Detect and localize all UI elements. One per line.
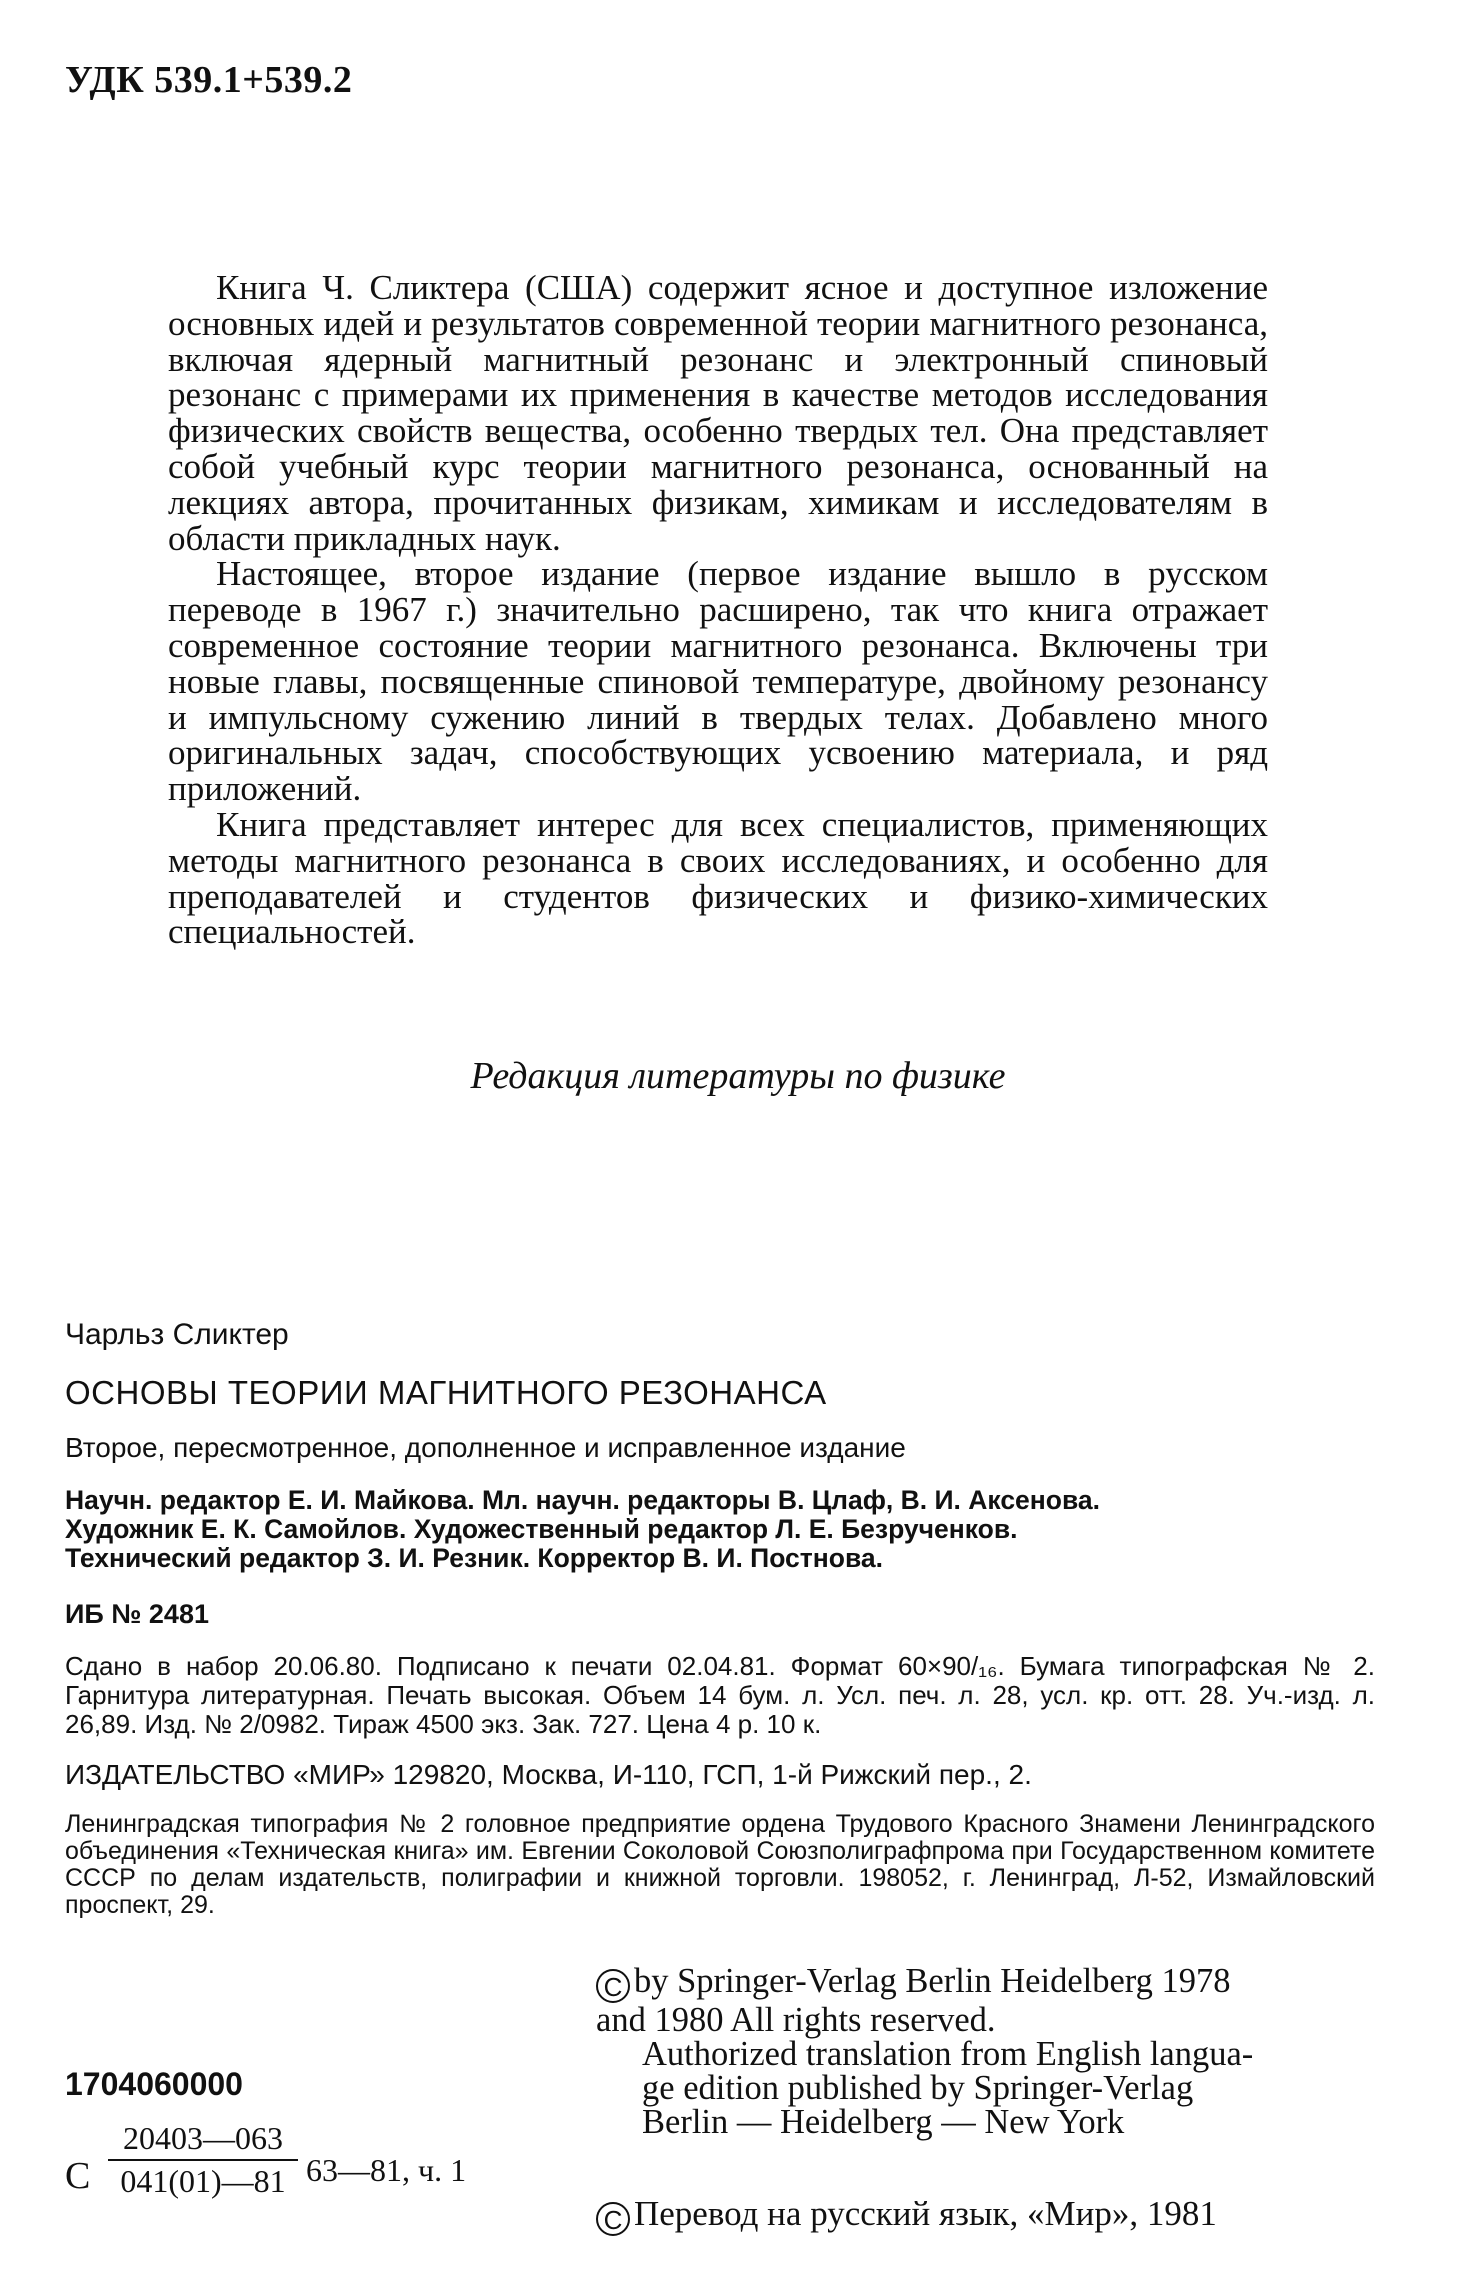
index-number: 63—81, ч. 1 xyxy=(306,2152,467,2188)
copyright-line-2: and 1980 All rights reserved. xyxy=(596,2001,996,2039)
annotation xyxy=(168,270,1268,950)
printer-info: Ленинградская типография № 2 головное предприятие ордена Трудового Красного Знамени Ленинградского объединения «Техническая книга» им. Евгении Соколовой Союзполиграфпрома при Государственном комитете СССР по делам издательств, полиграфии и книжной торговли. 198052, г. Ленинград, Л-52, Измайловский проспект, 29. xyxy=(65,1810,1375,1919)
catalog-code: 1704060000 xyxy=(65,2066,243,2102)
editorial-staff xyxy=(65,1486,1375,1573)
staff-line-2: Художник Е. К. Самойлов. Художественный редактор Л. Е. Безрученков. xyxy=(65,1514,1018,1544)
staff-line-1: Научн. редактор Е. И. Майкова. Мл. научн. редакторы В. Цлаф, В. И. Аксенова. xyxy=(65,1485,1101,1515)
book-title: ОСНОВЫ ТЕОРИИ МАГНИТНОГО РЕЗОНАНСА xyxy=(65,1374,827,1411)
edition-note: Второе, пересмотренное, дополненное и исправленное издание xyxy=(65,1432,906,1463)
index-numerator: 20403—063 xyxy=(108,2120,298,2161)
copyright-icon: C xyxy=(596,1969,630,2003)
copyright-line-4: ge edition published by Springer-Verlag xyxy=(642,2069,1194,2107)
index-fraction xyxy=(108,2120,298,2200)
udk-code: УДК 539.1+539.2 xyxy=(65,59,353,101)
editorial-office: Редакция литературы по физике xyxy=(470,1055,1006,1097)
publisher-address: ИЗДАТЕЛЬСТВО «МИР» 129820, Москва, И-110, ГСП, 1-й Рижский пер., 2. xyxy=(65,1759,1032,1790)
copyright-translation xyxy=(596,2194,1217,2236)
copyright-icon: C xyxy=(596,2202,630,2236)
annotation-paragraph-2: Настоящее, второе издание (первое издание вышло в русском переводе в 1967 г.) значительно расширено, так что книга отражает современное состояние теории магнитного резонанса. Включены три новые главы, посвященные спиновой температуре, двойному резонансу и импульсному сужению линий в твердых телах. Добавлено много оригинальных задач, способствующих усвоению материала, и ряд приложений. xyxy=(168,554,1268,809)
copyright-line-5: Berlin — Heidelberg — New York xyxy=(642,2103,1125,2141)
author-name: Чарльз Сликтер xyxy=(65,1318,289,1351)
copyright-line-1: by Springer-Verlag Berlin Heidelberg 1978 xyxy=(634,1962,1231,2000)
staff-line-3: Технический редактор З. И. Резник. Корректор В. И. Постнова. xyxy=(65,1543,884,1573)
colophon xyxy=(65,1318,1375,1919)
ib-number: ИБ № 2481 xyxy=(65,1599,209,1629)
copyright-translation-text: Перевод на русский язык, «Мир», 1981 xyxy=(634,2194,1217,2233)
copyright-line-3: Authorized translation from English langua- xyxy=(642,2035,1254,2073)
annotation-paragraph-3: Книга представляет интерес для всех специалистов, применяющих методы магнитного резонанса в своих исследованиях, и особенно для преподавателей и студентов физических и физико-химических специальностей. xyxy=(168,804,1268,952)
index-denominator: 041(01)—81 xyxy=(120,2163,286,2199)
copyright-original xyxy=(596,1964,1376,2139)
printing-data: Сдано в набор 20.06.80. Подписано к печати 02.04.81. Формат 60×90/₁₆. Бумага типографская № 2. Гарнитура литературная. Печать высокая. Объем 14 бум. л. Усл. печ. л. 28, усл. кр. отт. 28. Уч.-изд. л. 26,89. Изд. № 2/0982. Тираж 4500 экз. Зак. 727. Цена 4 р. 10 к. xyxy=(65,1651,1375,1739)
annotation-paragraph-1: Книга Ч. Сликтера (США) содержит ясное и доступное изложение основных идей и результатов современной теории магнитного резонанса, включая ядерный магнитный резонанс и электронный спиновый резонанс с примерами их применения в качестве методов исследования физических свойств вещества, особенно твердых тел. Она представляет собой учебный курс теории магнитного резонанса, основанный на лекциях автора, прочитанных физикам, химикам и исследователям в области прикладных наук. xyxy=(168,268,1268,558)
index-letter: С xyxy=(65,2155,91,2197)
